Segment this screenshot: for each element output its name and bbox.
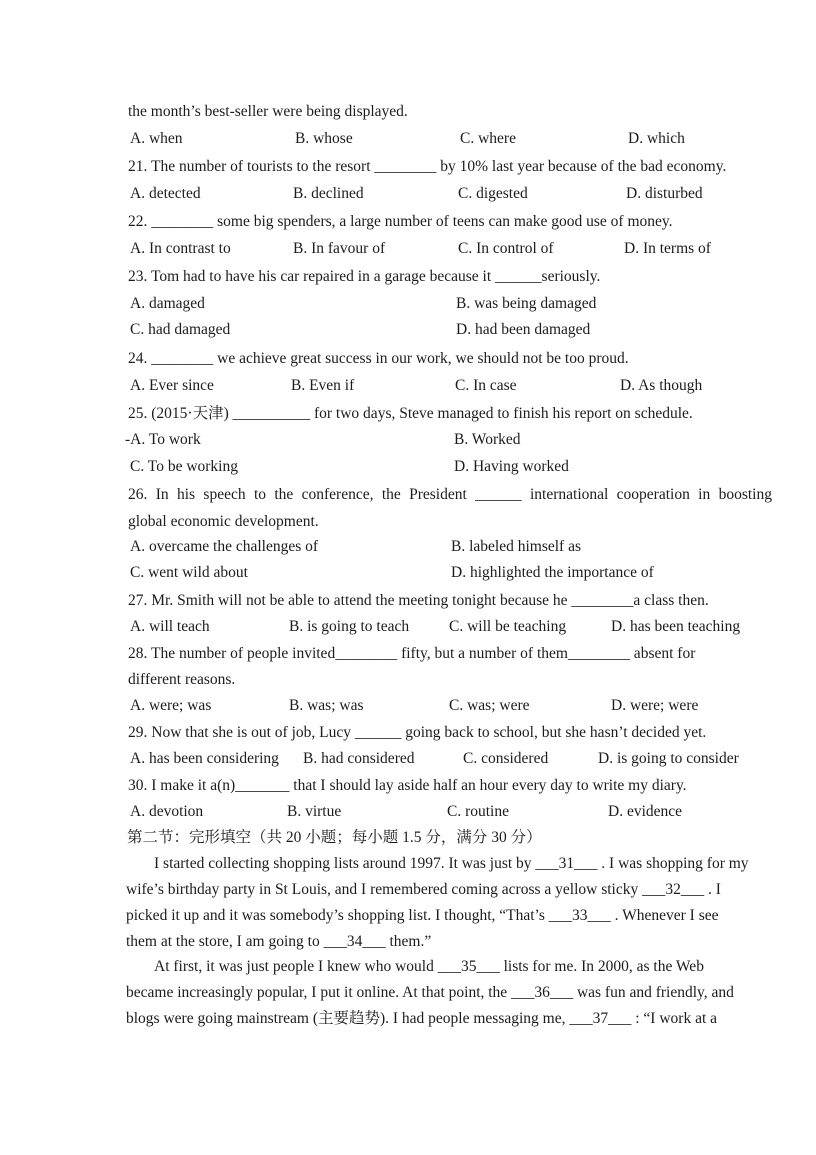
option-d[interactable]: D. As though (620, 377, 703, 394)
option-b[interactable]: B. is going to teach (289, 618, 410, 635)
passage-line: blogs were going mainstream (主要趋势). I had people messaging me, ___37___ : “I work at a (126, 1010, 718, 1027)
option-c[interactable]: C. digested (458, 185, 528, 202)
option-a[interactable]: A. Ever since (130, 377, 214, 394)
question-24-stem: 24. ________ we achieve great success in our work, we should not be too proud. (128, 350, 629, 367)
option-b[interactable]: B. In favour of (293, 240, 386, 257)
question-21-stem: 21. The number of tourists to the resort ________ by 10% last year because of the bad economy. (128, 158, 727, 175)
option-c[interactable]: C. To be working (130, 458, 238, 475)
question-25-stem: 25. (2015·天津) __________ for two days, Steve managed to finish his report on schedule. (128, 405, 693, 422)
passage-line: picked it up and it was somebody’s shopping list. I thought, “That’s ___33___ . Whenever I see (126, 907, 719, 924)
question-22-stem: 22. ________ some big spenders, a large number of teens can make good use of money. (128, 213, 673, 230)
question-28-stem: 28. The number of people invited________ fifty, but a number of them________ absent for (128, 645, 696, 662)
section-2-heading: 第二节：完形填空（共 20 小题；每小题 1.5 分，满分 30 分） (127, 829, 542, 846)
option-c[interactable]: C. where (460, 130, 516, 147)
option-a[interactable]: A. In contrast to (130, 240, 231, 257)
option-c[interactable]: C. was; were (449, 697, 530, 714)
option-b[interactable]: B. was being damaged (456, 295, 597, 312)
option-d[interactable]: D. evidence (608, 803, 683, 820)
option-c[interactable]: C. considered (463, 750, 549, 767)
option-c[interactable]: C. will be teaching (449, 618, 567, 635)
question-29-stem: 29. Now that she is out of job, Lucy ______ going back to school, but she hasn’t decided yet. (128, 724, 707, 741)
passage-line: At first, it was just people I knew who would ___35___ lists for me. In 2000, as the Web (154, 958, 704, 975)
option-b[interactable]: B. virtue (287, 803, 342, 820)
option-d[interactable]: D. Having worked (454, 458, 569, 475)
option-b[interactable]: B. labeled himself as (451, 538, 581, 555)
option-c[interactable]: C. had damaged (130, 321, 231, 338)
option-d[interactable]: D. which (628, 130, 685, 147)
option-a[interactable]: A. will teach (130, 618, 210, 635)
option-b[interactable]: B. was; was (289, 697, 364, 714)
question-26-stem-cont: global economic development. (128, 513, 319, 530)
option-a[interactable]: A. has been considering (130, 750, 279, 767)
option-d[interactable]: D. were; were (611, 697, 699, 714)
option-a[interactable]: A. devotion (130, 803, 204, 820)
question-23-stem: 23. Tom had to have his car repaired in a garage because it ______seriously. (128, 268, 601, 285)
option-b[interactable]: B. Worked (454, 431, 521, 448)
passage-line: them at the store, I am going to ___34___ them.” (126, 933, 432, 950)
option-a[interactable]: -A. To work (125, 431, 201, 448)
option-d[interactable]: D. is going to consider (598, 750, 739, 767)
option-d[interactable]: D. had been damaged (456, 321, 591, 338)
option-a[interactable]: A. overcame the challenges of (130, 538, 319, 555)
option-c[interactable]: C. went wild about (130, 564, 248, 581)
option-a[interactable]: A. when (130, 130, 183, 147)
option-a[interactable]: A. damaged (130, 295, 205, 312)
option-a[interactable]: A. detected (130, 185, 201, 202)
option-c[interactable]: C. routine (447, 803, 509, 820)
passage-line: became increasingly popular, I put it online. At that point, the ___36___ was fun and friendly, and (126, 984, 734, 1001)
passage-line: I started collecting shopping lists around 1997. It was just by ___31___ . I was shopping for my (154, 855, 749, 872)
option-b[interactable]: B. Even if (291, 377, 355, 394)
question-28-stem-cont: different reasons. (128, 671, 236, 688)
option-a[interactable]: A. were; was (130, 697, 212, 714)
passage-line: wife’s birthday party in St Louis, and I remembered coming across a yellow sticky ___32___ . I (126, 881, 721, 898)
question-27-stem: 27. Mr. Smith will not be able to attend the meeting tonight because he ________a class then. (128, 592, 709, 609)
option-d[interactable]: D. disturbed (626, 185, 703, 202)
question-26-stem: 26. In his speech to the conference, the President ______ international cooperation in boosting (128, 486, 772, 503)
option-c[interactable]: C. In case (455, 377, 517, 394)
option-d[interactable]: D. has been teaching (611, 618, 741, 635)
question-20-stem-end: the month’s best-seller were being displayed. (128, 103, 408, 120)
option-d[interactable]: D. In terms of (624, 240, 711, 257)
question-30-stem: 30. I make it a(n)_______ that I should lay aside half an hour every day to write my diary. (128, 777, 687, 794)
option-d[interactable]: D. highlighted the importance of (451, 564, 654, 581)
option-b[interactable]: B. had considered (303, 750, 415, 767)
option-c[interactable]: C. In control of (458, 240, 554, 257)
option-b[interactable]: B. declined (293, 185, 364, 202)
option-b[interactable]: B. whose (295, 130, 353, 147)
